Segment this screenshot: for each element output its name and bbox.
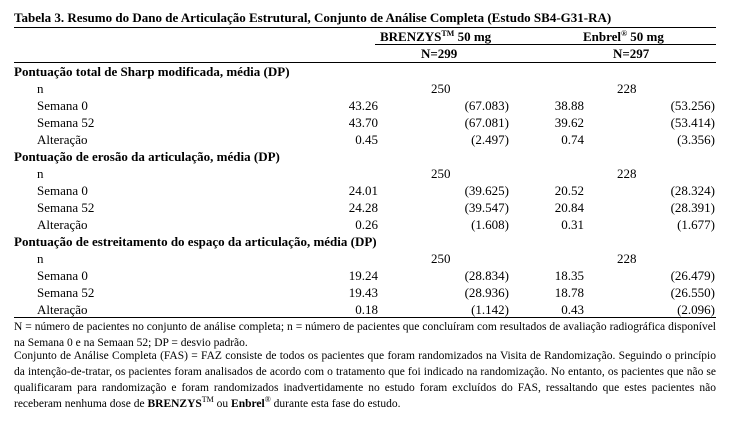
n-value-enbrel: 228: [617, 166, 637, 181]
enbrel-sd: (3.356): [677, 132, 715, 147]
enbrel-sd: (28.324): [670, 183, 715, 198]
n-label: n: [37, 81, 44, 96]
n-value-enbrel: 228: [617, 251, 637, 266]
enbrel-sd: (1.677): [677, 217, 715, 232]
n-row: [0, 165, 731, 182]
brenzys-sd: (67.081): [464, 115, 509, 130]
enbrel-mean: 0.74: [561, 132, 584, 147]
brenzys-mean: 0.45: [355, 132, 378, 147]
row-label: Alteração: [37, 217, 88, 232]
header-row-n: [0, 45, 731, 62]
table-row: [0, 114, 731, 131]
footnote-1: N = número de pacientes no conjunto de análise completa; n = número de pacientes que concluíram com resultados de avaliação radiográfica disponível na Semana 0 e na Semaan 52; DP = desvio padrão.: [14, 321, 716, 349]
table-row: [0, 216, 731, 233]
footnote-2: Conjunto de Análise Completa (FAS) = FAZ consiste de todos os pacientes que foram randomizados na Visita de Randomização. Seguindo o princípio da intenção-de-tratar, os pacientes foram analisados de acordo com o tratamento que foi indicado na randomização. No entanto, os pacientes que não se qualificaram para randomização e foram randomizados inadvertidamente no estudo foram excluídos do FAS, ressaltando que estes pacientes não receberam nenhuma dose de BRENZYS™ ou Enbrel® durante esta fase do estudo.: [14, 350, 716, 410]
enbrel-mean: 20.52: [554, 183, 584, 198]
brenzys-sd: (39.547): [464, 200, 509, 215]
table-row: [0, 284, 731, 301]
section-title: Pontuação de erosão da articulação, média (DP): [14, 149, 280, 164]
table-row: [0, 182, 731, 199]
row-label: Semana 52: [37, 200, 95, 215]
n-row: [0, 80, 731, 97]
enbrel-mean: 39.62: [554, 115, 584, 130]
brenzys-mean: 19.43: [348, 285, 378, 300]
n-value-brenzys: 250: [431, 81, 451, 96]
section-title-row: [0, 148, 731, 165]
enbrel-mean: 0.43: [561, 302, 584, 317]
n-value-brenzys: 250: [431, 166, 451, 181]
header-row-treatments: [0, 28, 731, 45]
table-row: [0, 199, 731, 216]
table-row: [0, 97, 731, 114]
section-title: Pontuação de estreitamento do espaço da articulação, média (DP): [14, 234, 377, 249]
n-row: [0, 250, 731, 267]
row-label: Semana 52: [37, 285, 95, 300]
brenzys-sd: (28.936): [464, 285, 509, 300]
enbrel-mean: 18.35: [554, 268, 584, 283]
enbrel-mean: 18.78: [554, 285, 584, 300]
header-n-enbrel: N=297: [613, 46, 650, 61]
brenzys-sd: (28.834): [464, 268, 509, 283]
brenzys-mean: 19.24: [348, 268, 378, 283]
brenzys-mean: 24.01: [348, 183, 378, 198]
enbrel-sd: (26.550): [670, 285, 715, 300]
enbrel-mean: 0.31: [561, 217, 584, 232]
enbrel-sd: (28.391): [670, 200, 715, 215]
brenzys-sd: (2.497): [471, 132, 509, 147]
brenzys-sd: (1.142): [471, 302, 509, 317]
header-n-brenzys: N=299: [421, 46, 458, 61]
enbrel-mean: 38.88: [554, 98, 584, 113]
enbrel-sd: (26.479): [670, 268, 715, 283]
row-label: Semana 52: [37, 115, 95, 130]
table-row: [0, 301, 731, 318]
enbrel-sd: (2.096): [677, 302, 715, 317]
brenzys-mean: 0.18: [355, 302, 378, 317]
row-label: Semana 0: [37, 98, 88, 113]
section-title-row: [0, 63, 731, 80]
row-label: Alteração: [37, 132, 88, 147]
table-title: Tabela 3. Resumo do Dano de Articulação Estrutural, Conjunto de Análise Completa (Estudo SB4-G31-RA): [14, 10, 612, 25]
brenzys-mean: 43.26: [348, 98, 378, 113]
n-label: n: [37, 166, 44, 181]
row-label: Alteração: [37, 302, 88, 317]
n-value-brenzys: 250: [431, 251, 451, 266]
bottom-rule: [14, 317, 716, 318]
header-brenzys: BRENZYS™ 50 mg: [380, 29, 492, 44]
enbrel-mean: 20.84: [554, 200, 584, 215]
brenzys-mean: 24.28: [348, 200, 378, 215]
enbrel-sd: (53.414): [670, 115, 715, 130]
header-enbrel: Enbrel® 50 mg: [583, 29, 664, 44]
brenzys-mean: 0.26: [355, 217, 378, 232]
brenzys-sd: (1.608): [471, 217, 509, 232]
section-title-row: [0, 233, 731, 250]
n-value-enbrel: 228: [617, 81, 637, 96]
n-label: n: [37, 251, 44, 266]
brenzys-sd: (39.625): [464, 183, 509, 198]
enbrel-sd: (53.256): [670, 98, 715, 113]
row-label: Semana 0: [37, 183, 88, 198]
section-title: Pontuação total de Sharp modificada, média (DP): [14, 64, 290, 79]
brenzys-sd: (67.083): [464, 98, 509, 113]
brenzys-mean: 43.70: [348, 115, 378, 130]
row-label: Semana 0: [37, 268, 88, 283]
table-row: [0, 131, 731, 148]
table-row: [0, 267, 731, 284]
